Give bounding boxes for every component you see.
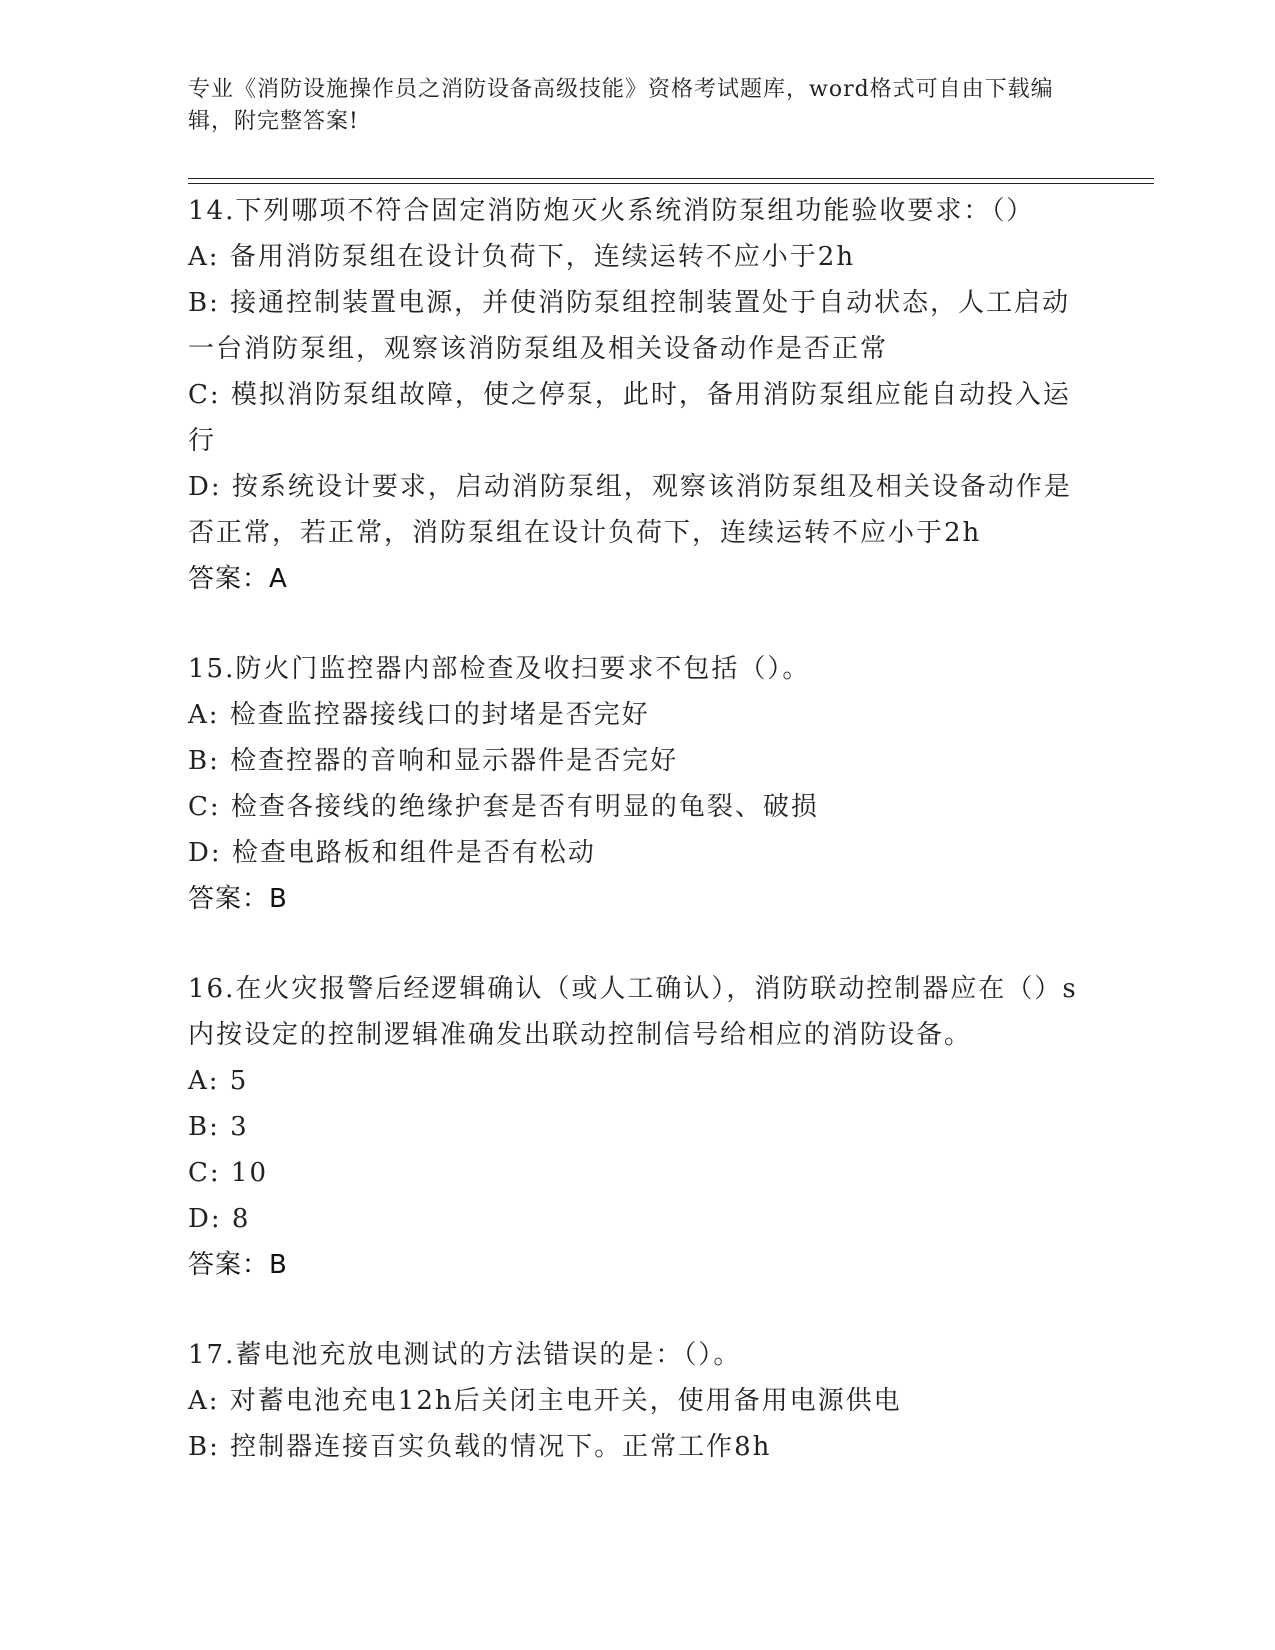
- question-list: [188, 188, 1088, 1470]
- option-b: B: 3: [188, 1112, 249, 1142]
- answer-label: 答案：A: [188, 564, 288, 594]
- option-c: C: 模拟消防泵组故障，使之停泵，此时，备用消防泵组应能自动投入运行: [188, 380, 1071, 456]
- question-stem: 15.防火门监控器内部检查及收扫要求不包括（）。: [188, 654, 811, 684]
- option-d: D: 8: [188, 1204, 251, 1234]
- option-a: A: 检查监控器接线口的封堵是否完好: [188, 700, 650, 730]
- question-15: [188, 646, 1088, 922]
- option-b: B: 接通控制装置电源，并使消防泵组控制装置处于自动状态，人工启动一台消防泵组，观察该消防泵组及相关设备动作是否正常: [188, 288, 1071, 364]
- option-a: A: 5: [188, 1066, 249, 1096]
- question-14: [188, 188, 1088, 602]
- option-d: D: 检查电路板和组件是否有松动: [188, 838, 596, 868]
- option-a: A: 备用消防泵组在设计负荷下，连续运转不应小于2h: [188, 242, 856, 272]
- question-spacer: [188, 1288, 1088, 1332]
- option-a: A: 对蓄电池充电12h后关闭主电开关，使用备用电源供电: [188, 1386, 902, 1416]
- document-header: 专业《消防设施操作员之消防设备高级技能》资格考试题库，word格式可自由下载编辑，附完整答案!: [188, 77, 1054, 134]
- answer-label: 答案：B: [188, 884, 288, 914]
- question-spacer: [188, 602, 1088, 646]
- question-stem: 16.在火灾报警后经逻辑确认（或人工确认），消防联动控制器应在（）s内按设定的控制逻辑准确发出联动控制信号给相应的消防设备。: [188, 974, 1078, 1050]
- option-c: C: 检查各接线的绝缘护套是否有明显的龟裂、破损: [188, 792, 819, 822]
- option-d: D: 按系统设计要求，启动消防泵组，观察该消防泵组及相关设备动作是否正常，若正常，消防泵组在设计负荷下，连续运转不应小于2h: [188, 472, 1072, 548]
- question-17: [188, 1332, 1088, 1470]
- question-stem: 17.蓄电池充放电测试的方法错误的是：（）。: [188, 1340, 742, 1370]
- header-divider-line: [188, 178, 1154, 179]
- question-stem: 14.下列哪项不符合固定消防炮灭火系统消防泵组功能验收要求：（）: [188, 196, 1035, 226]
- question-16: [188, 966, 1088, 1288]
- question-spacer: [188, 922, 1088, 966]
- answer-label: 答案：B: [188, 1250, 288, 1280]
- option-c: C: 10: [188, 1158, 269, 1188]
- header-divider-line-lower: [188, 183, 1154, 184]
- option-b: B: 检查控器的音响和显示器件是否完好: [188, 746, 679, 776]
- option-b: B: 控制器连接百实负载的情况下。正常工作8h: [188, 1432, 772, 1462]
